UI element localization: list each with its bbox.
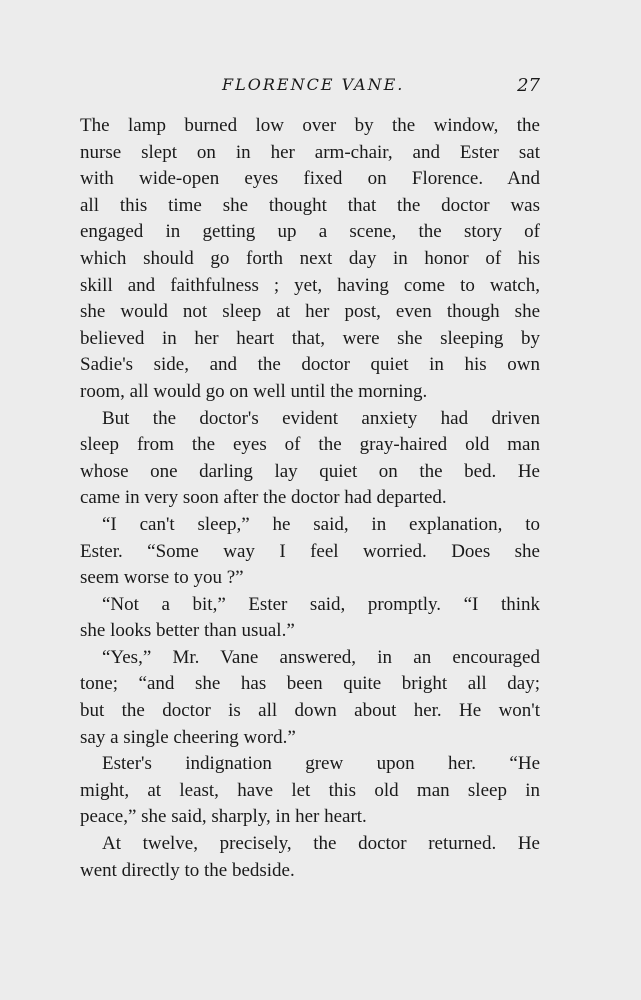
text-line: tone; “and she has been quite bright all day;	[80, 673, 540, 695]
text-line: but the doctor is all down about her. He won't	[80, 700, 540, 722]
text-line: whose one darling lay quiet on the bed. He	[80, 460, 540, 482]
text-line: skill and faithfulness ; yet, having come to watch,	[80, 274, 540, 296]
text-line: which should go forth next day in honor of his	[80, 247, 540, 269]
text-line: with wide-open eyes fixed on Florence. And	[80, 168, 540, 190]
text-line: peace,” she said, sharply, in her heart.	[80, 806, 367, 828]
paragraph	[80, 645, 540, 751]
paragraph	[80, 751, 540, 831]
body-text	[80, 113, 540, 884]
text-line: Ester. “Some way I feel worried. Does she	[80, 540, 540, 562]
text-line: might, at least, have let this old man sleep in	[80, 779, 540, 801]
text-line: “I can't sleep,” he said, in explanation, to	[102, 513, 540, 535]
text-line: At twelve, precisely, the doctor returned. He	[102, 833, 540, 855]
text-line: “Yes,” Mr. Vane answered, in an encouraged	[102, 646, 540, 668]
paragraph	[80, 113, 540, 406]
text-line: The lamp burned low over by the window, the	[80, 115, 540, 136]
paragraph	[80, 406, 540, 512]
text-line: engaged in getting up a scene, the story of	[80, 221, 540, 243]
text-line: Sadie's side, and the doctor quiet in his own	[80, 354, 540, 376]
text-line: Ester's indignation grew upon her. “He	[102, 753, 540, 775]
paragraph	[80, 512, 540, 592]
text-line: came in very soon after the doctor had departed.	[80, 487, 447, 509]
running-title: FLORENCE VANE.	[222, 75, 405, 94]
text-line: seem worse to you ?”	[80, 567, 244, 589]
text-line: all this time she thought that the doctor was	[80, 194, 540, 216]
text-line: “Not a bit,” Ester said, promptly. “I think	[102, 593, 540, 615]
text-line: believed in her heart that, were she sleeping by	[80, 327, 540, 349]
paragraph	[80, 592, 540, 645]
text-line: say a single cheering word.”	[80, 726, 296, 748]
text-line: But the doctor's evident anxiety had driven	[102, 407, 540, 429]
text-line: she looks better than usual.”	[80, 620, 295, 642]
text-line: she would not sleep at her post, even though she	[80, 301, 540, 323]
text-line: went directly to the bedside.	[80, 859, 295, 881]
running-head	[80, 75, 540, 99]
text-line: sleep from the eyes of the gray-haired old man	[80, 434, 540, 456]
text-line: nurse slept on in her arm-chair, and Ester sat	[80, 141, 540, 163]
page-number: 27	[517, 75, 540, 96]
text-line: room, all would go on well until the morning.	[80, 380, 428, 402]
paragraph	[80, 831, 540, 884]
